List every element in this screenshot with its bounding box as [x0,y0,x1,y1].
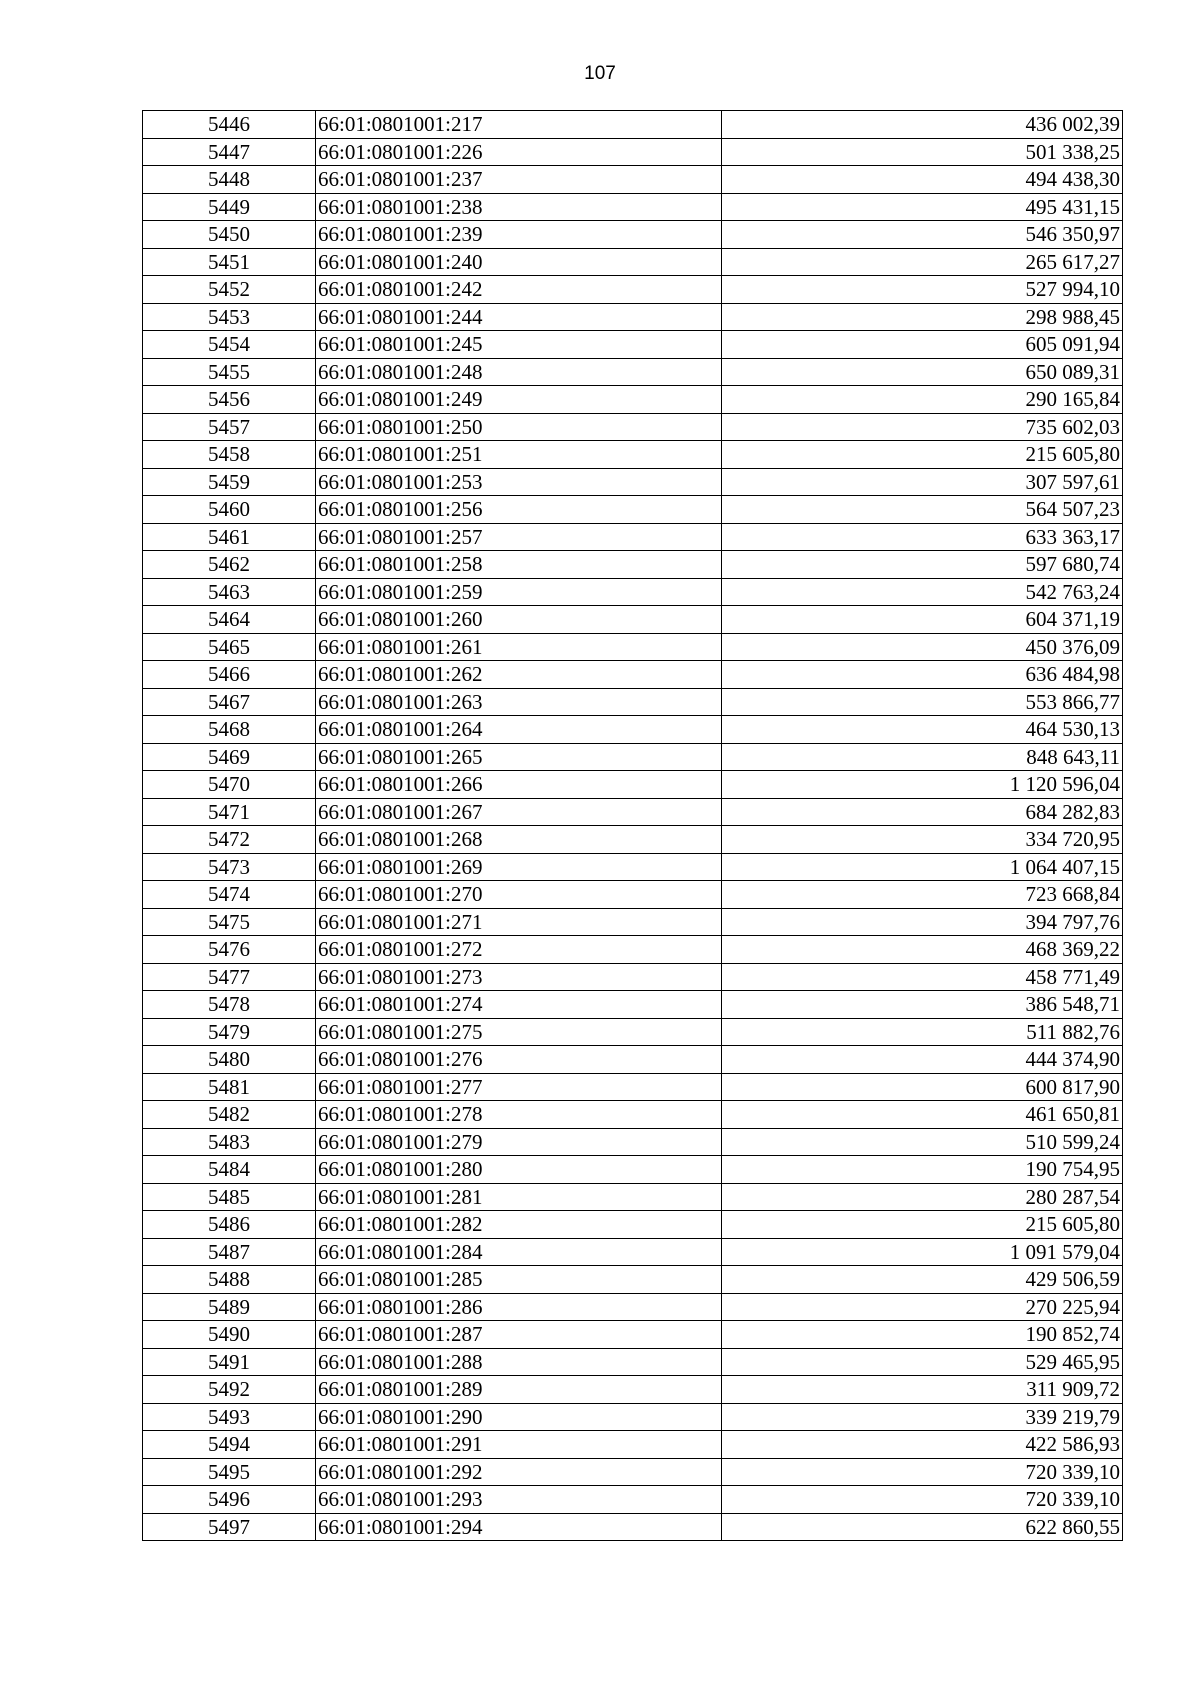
row-number-cell: 5492 [143,1376,316,1404]
cadastral-value-cell: 265 617,27 [722,248,1123,276]
table-row [143,1073,1123,1101]
table-row [143,1293,1123,1321]
table-row [143,853,1123,881]
cadastral-number-cell: 66:01:0801001:259 [316,578,722,606]
cadastral-value-cell: 633 363,17 [722,523,1123,551]
row-number-cell: 5456 [143,386,316,414]
row-number-cell: 5462 [143,551,316,579]
cadastral-value-cell: 334 720,95 [722,826,1123,854]
cadastral-value-cell: 394 797,76 [722,908,1123,936]
row-number-cell: 5471 [143,798,316,826]
table-row [143,358,1123,386]
table-row [143,826,1123,854]
table-row [143,1376,1123,1404]
cadastral-value-cell: 650 089,31 [722,358,1123,386]
cadastral-number-cell: 66:01:0801001:274 [316,991,722,1019]
cadastral-number-cell: 66:01:0801001:293 [316,1486,722,1514]
cadastral-value-cell: 307 597,61 [722,468,1123,496]
table-row [143,1321,1123,1349]
cadastral-number-cell: 66:01:0801001:282 [316,1211,722,1239]
table-row [143,1486,1123,1514]
cadastral-value-cell: 298 988,45 [722,303,1123,331]
row-number-cell: 5465 [143,633,316,661]
cadastral-value-cell: 553 866,77 [722,688,1123,716]
cadastral-value-cell: 622 860,55 [722,1513,1123,1541]
cadastral-number-cell: 66:01:0801001:268 [316,826,722,854]
table-row [143,331,1123,359]
table-row [143,193,1123,221]
table-row [143,1128,1123,1156]
cadastral-number-cell: 66:01:0801001:276 [316,1046,722,1074]
row-number-cell: 5478 [143,991,316,1019]
row-number-cell: 5484 [143,1156,316,1184]
row-number-cell: 5485 [143,1183,316,1211]
table-body [143,111,1123,1541]
cadastral-value-cell: 600 817,90 [722,1073,1123,1101]
cadastral-number-cell: 66:01:0801001:253 [316,468,722,496]
row-number-cell: 5497 [143,1513,316,1541]
cadastral-value-cell: 735 602,03 [722,413,1123,441]
row-number-cell: 5486 [143,1211,316,1239]
cadastral-value-cell: 190 852,74 [722,1321,1123,1349]
table-row [143,138,1123,166]
cadastral-number-cell: 66:01:0801001:292 [316,1458,722,1486]
row-number-cell: 5451 [143,248,316,276]
cadastral-value-cell: 720 339,10 [722,1486,1123,1514]
cadastral-number-cell: 66:01:0801001:275 [316,1018,722,1046]
cadastral-value-cell: 527 994,10 [722,276,1123,304]
cadastral-value-cell: 422 586,93 [722,1431,1123,1459]
cadastral-value-cell: 215 605,80 [722,441,1123,469]
cadastral-number-cell: 66:01:0801001:280 [316,1156,722,1184]
row-number-cell: 5466 [143,661,316,689]
table-row [143,798,1123,826]
table-row [143,743,1123,771]
cadastral-value-cell: 684 282,83 [722,798,1123,826]
table-row [143,1156,1123,1184]
table-row [143,633,1123,661]
cadastral-number-cell: 66:01:0801001:226 [316,138,722,166]
cadastral-value-cell: 280 287,54 [722,1183,1123,1211]
cadastral-value-cell: 270 225,94 [722,1293,1123,1321]
cadastral-value-cell: 604 371,19 [722,606,1123,634]
row-number-cell: 5476 [143,936,316,964]
cadastral-value-cell: 386 548,71 [722,991,1123,1019]
cadastral-number-cell: 66:01:0801001:245 [316,331,722,359]
row-number-cell: 5483 [143,1128,316,1156]
row-number-cell: 5493 [143,1403,316,1431]
cadastral-number-cell: 66:01:0801001:260 [316,606,722,634]
cadastral-value-cell: 290 165,84 [722,386,1123,414]
row-number-cell: 5479 [143,1018,316,1046]
table-row [143,551,1123,579]
table-row [143,1348,1123,1376]
table-row [143,1183,1123,1211]
row-number-cell: 5448 [143,166,316,194]
table-row [143,1266,1123,1294]
cadastral-number-cell: 66:01:0801001:264 [316,716,722,744]
table-row [143,166,1123,194]
row-number-cell: 5491 [143,1348,316,1376]
row-number-cell: 5470 [143,771,316,799]
row-number-cell: 5458 [143,441,316,469]
cadastral-number-cell: 66:01:0801001:250 [316,413,722,441]
row-number-cell: 5453 [143,303,316,331]
cadastral-number-cell: 66:01:0801001:279 [316,1128,722,1156]
cadastral-number-cell: 66:01:0801001:270 [316,881,722,909]
cadastral-value-cell: 510 599,24 [722,1128,1123,1156]
table-row [143,1101,1123,1129]
cadastral-number-cell: 66:01:0801001:239 [316,221,722,249]
cadastral-number-cell: 66:01:0801001:272 [316,936,722,964]
table-row [143,1046,1123,1074]
table-row [143,441,1123,469]
cadastral-number-cell: 66:01:0801001:271 [316,908,722,936]
cadastral-number-cell: 66:01:0801001:249 [316,386,722,414]
cadastral-value-cell: 436 002,39 [722,111,1123,139]
cadastral-number-cell: 66:01:0801001:258 [316,551,722,579]
table-row [143,1018,1123,1046]
cadastral-value-cell: 723 668,84 [722,881,1123,909]
cadastral-value-cell: 339 219,79 [722,1403,1123,1431]
cadastral-number-cell: 66:01:0801001:291 [316,1431,722,1459]
cadastral-number-cell: 66:01:0801001:273 [316,963,722,991]
cadastral-value-cell: 546 350,97 [722,221,1123,249]
row-number-cell: 5475 [143,908,316,936]
table-row [143,1211,1123,1239]
row-number-cell: 5480 [143,1046,316,1074]
cadastral-number-cell: 66:01:0801001:281 [316,1183,722,1211]
row-number-cell: 5447 [143,138,316,166]
cadastral-value-cell: 494 438,30 [722,166,1123,194]
cadastral-number-cell: 66:01:0801001:278 [316,1101,722,1129]
cadastral-value-cell: 597 680,74 [722,551,1123,579]
row-number-cell: 5488 [143,1266,316,1294]
row-number-cell: 5474 [143,881,316,909]
cadastral-value-cell: 1 064 407,15 [722,853,1123,881]
cadastral-value-cell: 461 650,81 [722,1101,1123,1129]
table-row [143,936,1123,964]
table-row [143,991,1123,1019]
table-row [143,661,1123,689]
table-row [143,606,1123,634]
table-row [143,908,1123,936]
table-row [143,523,1123,551]
cadastral-value-cell: 429 506,59 [722,1266,1123,1294]
row-number-cell: 5459 [143,468,316,496]
table-row [143,496,1123,524]
row-number-cell: 5473 [143,853,316,881]
cadastral-value-cell: 1 120 596,04 [722,771,1123,799]
row-number-cell: 5454 [143,331,316,359]
row-number-cell: 5468 [143,716,316,744]
row-number-cell: 5449 [143,193,316,221]
table-row [143,1458,1123,1486]
cadastral-value-cell: 605 091,94 [722,331,1123,359]
row-number-cell: 5463 [143,578,316,606]
table-row [143,413,1123,441]
page-number: 107 [584,63,616,84]
cadastral-number-cell: 66:01:0801001:248 [316,358,722,386]
row-number-cell: 5481 [143,1073,316,1101]
cadastral-number-cell: 66:01:0801001:294 [316,1513,722,1541]
cadastral-number-cell: 66:01:0801001:261 [316,633,722,661]
cadastral-number-cell: 66:01:0801001:237 [316,166,722,194]
cadastral-number-cell: 66:01:0801001:262 [316,661,722,689]
row-number-cell: 5461 [143,523,316,551]
table-row [143,303,1123,331]
cadastral-number-cell: 66:01:0801001:265 [316,743,722,771]
cadastral-number-cell: 66:01:0801001:238 [316,193,722,221]
cadastral-number-cell: 66:01:0801001:263 [316,688,722,716]
row-number-cell: 5490 [143,1321,316,1349]
cadastral-number-cell: 66:01:0801001:285 [316,1266,722,1294]
cadastral-number-cell: 66:01:0801001:256 [316,496,722,524]
cadastral-number-cell: 66:01:0801001:269 [316,853,722,881]
cadastral-value-cell: 311 909,72 [722,1376,1123,1404]
cadastral-value-cell: 464 530,13 [722,716,1123,744]
cadastral-value-cell: 511 882,76 [722,1018,1123,1046]
row-number-cell: 5450 [143,221,316,249]
cadastral-number-cell: 66:01:0801001:286 [316,1293,722,1321]
row-number-cell: 5487 [143,1238,316,1266]
row-number-cell: 5496 [143,1486,316,1514]
cadastral-number-cell: 66:01:0801001:290 [316,1403,722,1431]
table-row [143,386,1123,414]
cadastral-value-cell: 848 643,11 [722,743,1123,771]
cadastral-value-cell: 468 369,22 [722,936,1123,964]
cadastral-number-cell: 66:01:0801001:266 [316,771,722,799]
row-number-cell: 5482 [143,1101,316,1129]
table-row [143,1238,1123,1266]
table-row [143,578,1123,606]
cadastral-value-table [142,110,1123,1541]
table-row [143,276,1123,304]
cadastral-value-cell: 636 484,98 [722,661,1123,689]
row-number-cell: 5446 [143,111,316,139]
table-row [143,963,1123,991]
cadastral-number-cell: 66:01:0801001:288 [316,1348,722,1376]
cadastral-number-cell: 66:01:0801001:240 [316,248,722,276]
table-row [143,688,1123,716]
cadastral-value-cell: 495 431,15 [722,193,1123,221]
row-number-cell: 5469 [143,743,316,771]
table-row [143,111,1123,139]
cadastral-number-cell: 66:01:0801001:284 [316,1238,722,1266]
table-row [143,716,1123,744]
cadastral-value-cell: 720 339,10 [722,1458,1123,1486]
row-number-cell: 5460 [143,496,316,524]
cadastral-value-cell: 1 091 579,04 [722,1238,1123,1266]
row-number-cell: 5464 [143,606,316,634]
cadastral-value-cell: 564 507,23 [722,496,1123,524]
cadastral-value-cell: 529 465,95 [722,1348,1123,1376]
row-number-cell: 5477 [143,963,316,991]
cadastral-value-cell: 501 338,25 [722,138,1123,166]
cadastral-number-cell: 66:01:0801001:267 [316,798,722,826]
table-row [143,468,1123,496]
cadastral-value-cell: 542 763,24 [722,578,1123,606]
cadastral-value-cell: 444 374,90 [722,1046,1123,1074]
table-row [143,881,1123,909]
row-number-cell: 5489 [143,1293,316,1321]
cadastral-value-cell: 215 605,80 [722,1211,1123,1239]
cadastral-number-cell: 66:01:0801001:289 [316,1376,722,1404]
row-number-cell: 5452 [143,276,316,304]
cadastral-value-cell: 190 754,95 [722,1156,1123,1184]
row-number-cell: 5467 [143,688,316,716]
table-row [143,1513,1123,1541]
cadastral-number-cell: 66:01:0801001:242 [316,276,722,304]
cadastral-number-cell: 66:01:0801001:244 [316,303,722,331]
cadastral-number-cell: 66:01:0801001:277 [316,1073,722,1101]
row-number-cell: 5494 [143,1431,316,1459]
table-row [143,771,1123,799]
cadastral-value-cell: 458 771,49 [722,963,1123,991]
cadastral-number-cell: 66:01:0801001:287 [316,1321,722,1349]
row-number-cell: 5455 [143,358,316,386]
cadastral-value-cell: 450 376,09 [722,633,1123,661]
row-number-cell: 5495 [143,1458,316,1486]
cadastral-number-cell: 66:01:0801001:257 [316,523,722,551]
cadastral-number-cell: 66:01:0801001:217 [316,111,722,139]
table-row [143,1431,1123,1459]
table-row [143,248,1123,276]
table-row [143,1403,1123,1431]
row-number-cell: 5472 [143,826,316,854]
table-row [143,221,1123,249]
cadastral-number-cell: 66:01:0801001:251 [316,441,722,469]
row-number-cell: 5457 [143,413,316,441]
